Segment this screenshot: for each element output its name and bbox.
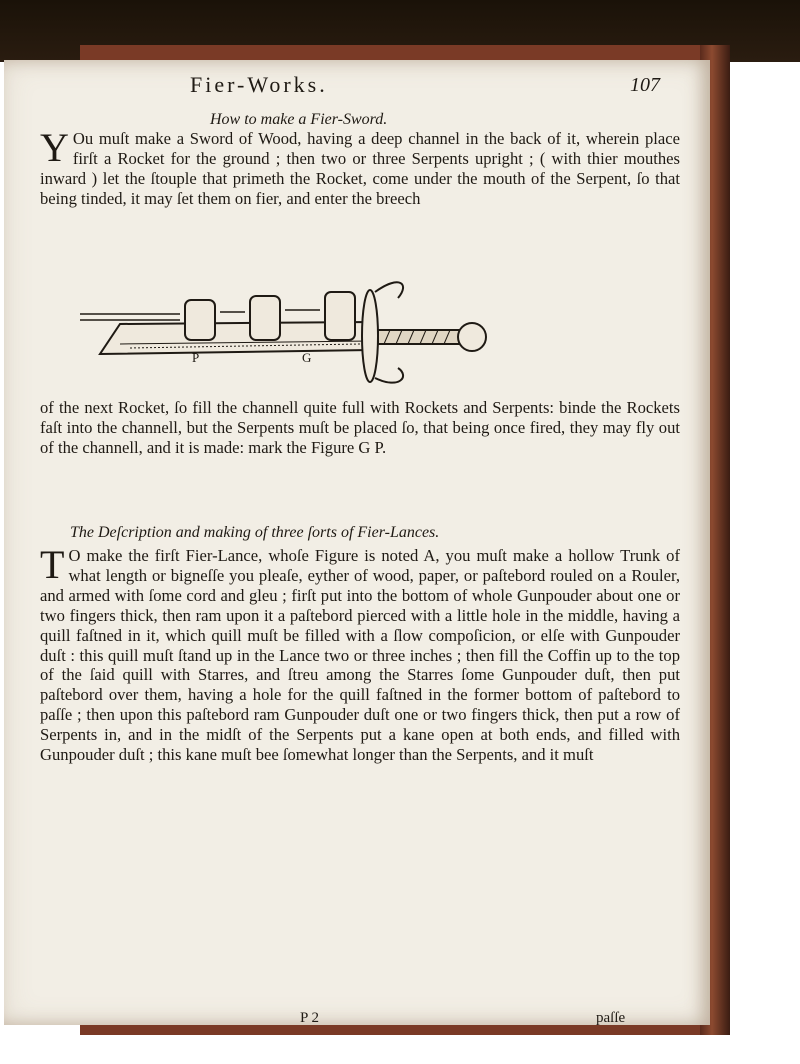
section-2-title: The Deſcription and making of three ſorts of Fier-Lances. xyxy=(70,524,440,541)
paragraph-1-text: Ou muſt make a Sword of Wood, having a deep channel in the back of it, wherein place firſt a Rocket for the ground ; then two or three Serpents upright ; ( with thier mouthes inward ) let the ſtouple that primeth the Rocket, come under the mouth of the Serpent, ſo that being tinded, it may ſet them on fier, and enter the breech xyxy=(40,129,680,208)
figure-label-p: P xyxy=(192,350,200,365)
running-head: Fier-Works. xyxy=(190,72,328,97)
paragraph-1 xyxy=(40,125,680,209)
signature-mark: P 2 xyxy=(300,1010,320,1026)
drop-cap-2: T xyxy=(40,542,65,587)
page-number: 107 xyxy=(630,74,660,96)
catchword: paſſe xyxy=(596,1010,626,1026)
paragraph-3-text: O make the firſt Fier-Lance, whoſe Figure is noted A, you muſt make a hollow Trunk of what length or bigneſſe you pleaſe, eyther of wood, paper, or paſtebord rouled on a Rouler, and armed with ſome cord and gleu ; firſt put into the bottom of whole Gunpouder about one or two fingers thick, then ram upon it a paſtebord pierced with a little hole in the middle, having a quill faſtned in it, which quill muſt be filled with a ſlow compoſicion, or elſe with Gunpouder duſt : this quill muſt ſtand up in the Lance two or three inches ; then fill the Coffin up to the top of the ſaid quill with Starres, and ſtreu among the Starres ſome Gunpouder duſt, then put paſtebord over them, having a hole for the quill faſtned in the former bottom of paſtebord to paſſe ; then upon this paſtebord ram Gunpouder duſt one or two fingers thick, then put a row of Serpents in, and in the midſt of the Serpents put a kane open at both ends, and filled with Gunpouder duſt ; this kane muſt bee ſomewhat longer than the Serpents, and it muſt xyxy=(40,546,680,765)
figure-label-g: G xyxy=(302,350,312,365)
fier-sword-figure xyxy=(80,264,520,390)
page-bottom-margin xyxy=(0,1035,800,1064)
paragraph-3 xyxy=(40,542,680,765)
paragraph-2: of the next Rocket, ſo fill the channell quite full with Rockets and Serpents: binde the Rockets faſt into the channell, but the Serpents muſt be placed ſo, that being once fired, they may fly out of the channell, and it is made: mark the Figure G P. xyxy=(40,398,680,457)
drop-cap: Y xyxy=(40,125,69,170)
section-title: How to make a Fier-Sword. xyxy=(210,111,388,128)
